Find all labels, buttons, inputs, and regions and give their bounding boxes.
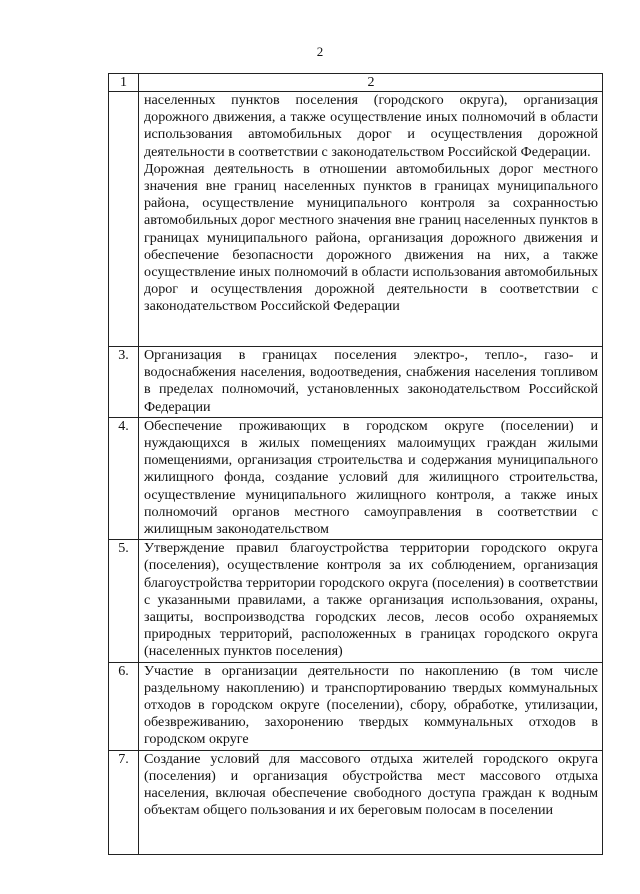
row-content xyxy=(139,417,603,539)
table-row xyxy=(109,417,603,539)
row-paragraph: Обеспечение проживающих в городском округе (поселении) и нуждающихся в жилых помещениях малоимущих граждан жилыми помещениями, организация строительства и содержания муниципального жилищного фонда, создание условий для жилищного строительства, осуществление муниципального жилищного контроля, а также иных полномочий органов местного самоуправления в соответствии с жилищным законодательством xyxy=(144,417,598,538)
row-content xyxy=(139,540,603,662)
row-number: 6. xyxy=(109,662,139,750)
table-row xyxy=(109,92,603,347)
row-paragraph: населенных пунктов поселения (городского округа), организация дорожного движения, а также осуществление иных полномочий в области использования автомобильных дорог и осуществления дорожной деятельности в соответствии с законодательством Российской Федерации. xyxy=(144,92,598,160)
row-number: 5. xyxy=(109,540,139,662)
column-header-content: 2 xyxy=(139,74,603,92)
column-header-number: 1 xyxy=(109,74,139,92)
row-number: 4. xyxy=(109,417,139,539)
table-row xyxy=(109,750,603,854)
row-number: 3. xyxy=(109,347,139,418)
row-number xyxy=(109,92,139,347)
row-paragraph: Участие в организации деятельности по накоплению (в том числе раздельному накоплению) и транспортированию твердых коммунальных отходов в городском округе (поселении), сбору, обработке, утилизации, обезвреживанию, захоронению твердых коммунальных отходов в городском округе xyxy=(144,662,598,748)
row-content xyxy=(139,347,603,418)
row-number: 7. xyxy=(109,750,139,854)
page-number: 2 xyxy=(316,44,324,59)
table-row xyxy=(109,662,603,750)
row-paragraph: Дорожная деятельность в отношении автомобильных дорог местного значения вне границ населенных пунктов в границах муниципального района, осуществление муниципального контроля за сохранностью автомобильных дорог местного значения вне границ населенных пунктов в границах муниципального района, организация дорожного движения и обеспечение безопасности дорожного движения на них, а также осуществление иных полномочий в области использования автомобильных дорог и осуществления дорожной деятельности в соответствии с законодательством Российской Федерации xyxy=(144,160,598,315)
table-header-row xyxy=(109,74,603,92)
row-content xyxy=(139,92,603,347)
powers-table xyxy=(108,73,603,855)
row-content xyxy=(139,662,603,750)
row-paragraph: Создание условий для массового отдыха жителей городского округа (поселения) и организация обустройства мест массового отдыха населения, включая обеспечение свободного доступа граждан к водным объектам общего пользования и их береговым полосам в поселении xyxy=(144,750,598,819)
table-row xyxy=(109,347,603,418)
row-paragraph: Утверждение правил благоустройства территории городского округа (поселения), осуществление контроля за их соблюдением, организация благоустройства территории городского округа (поселения) в соответствии с указанными правилами, а также организация использования, охраны, защиты, воспроизводства городских лесов, лесов особо охраняемых природных территорий, расположенных в границах городского округа (населенных пунктов поселения) xyxy=(144,540,598,660)
row-content xyxy=(139,750,603,854)
table-row xyxy=(109,540,603,662)
row-paragraph: Организация в границах поселения электро-, тепло-, газо- и водоснабжения населения, водоотведения, снабжения населения топливом в пределах полномочий, установленных законодательством Российской Федерации xyxy=(144,347,598,415)
